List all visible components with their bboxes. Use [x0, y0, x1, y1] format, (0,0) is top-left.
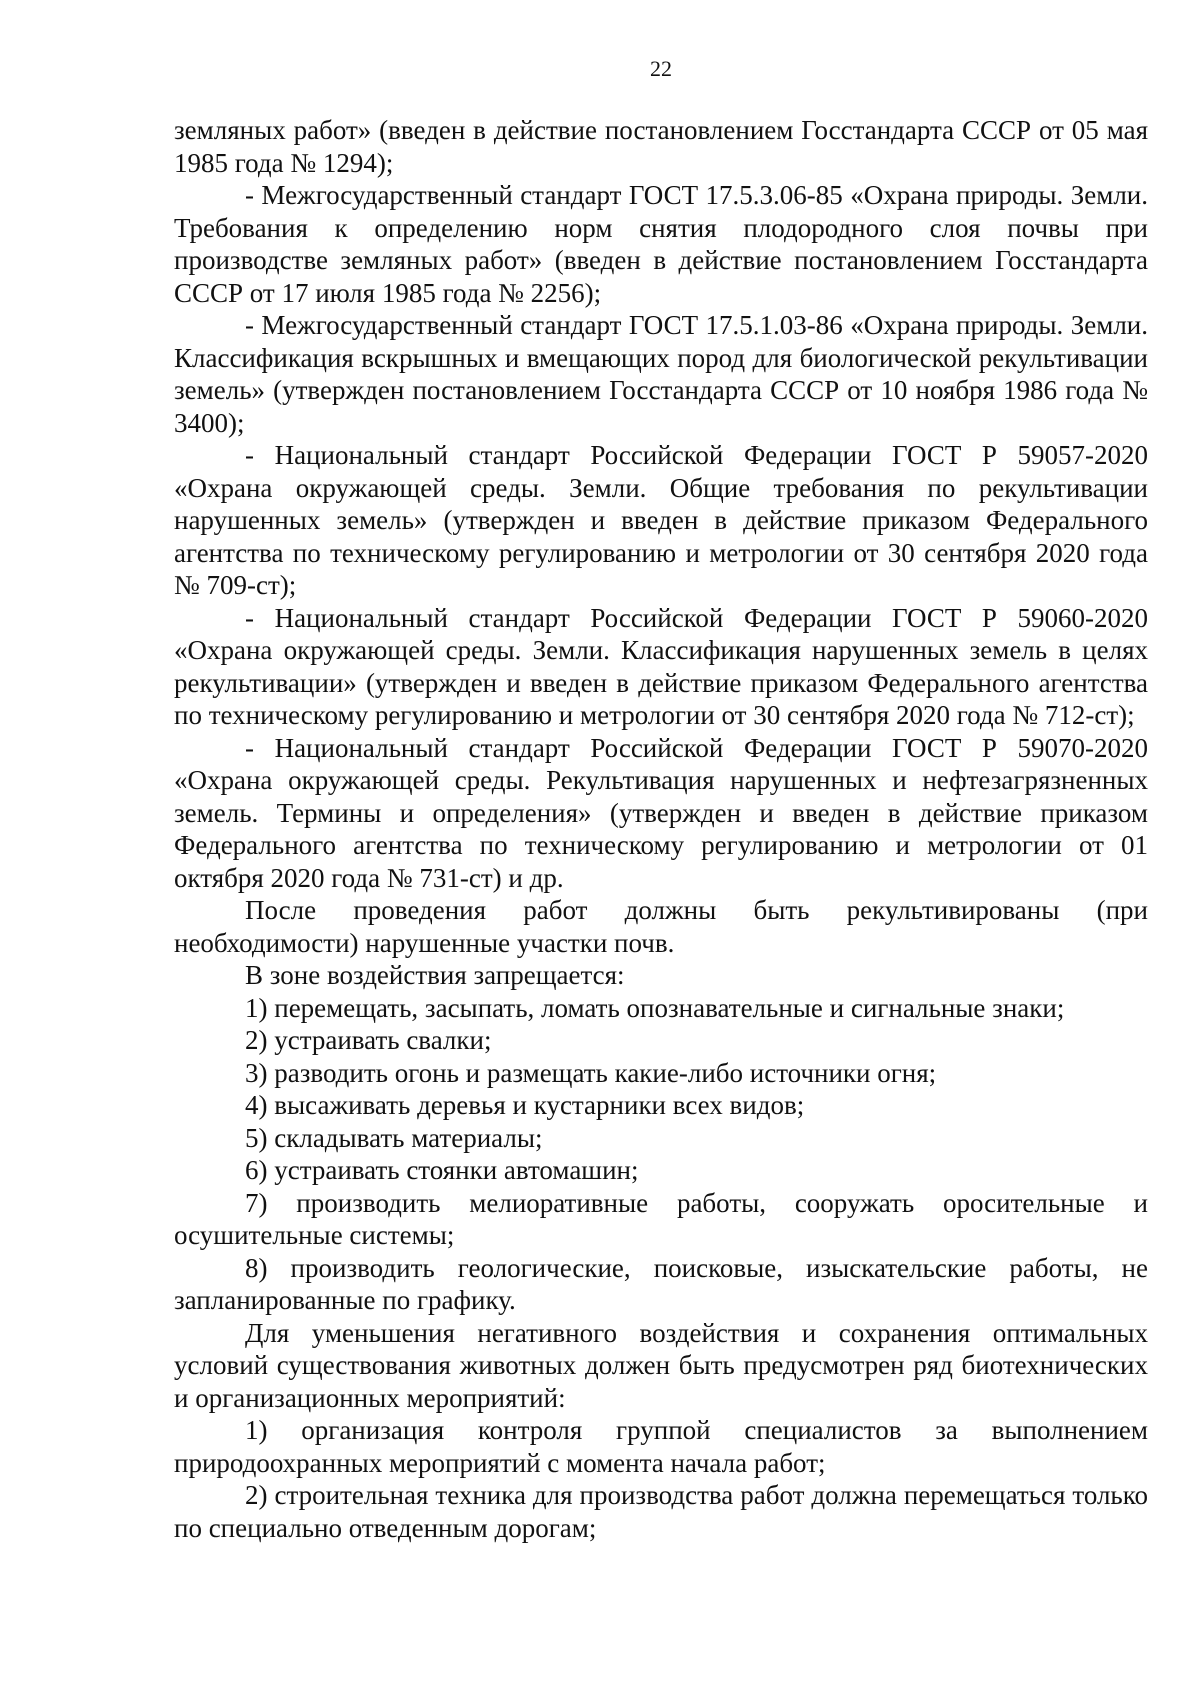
paragraph: 4) высаживать деревья и кустарники всех видов; [245, 1090, 805, 1120]
paragraph: земляных работ» (введен в действие постановлением Госстандарта СССР от 05 мая 1985 года № 1294); [174, 115, 1148, 178]
paragraph: 2) строительная техника для производства работ должна перемещаться только по специально отведенным дорогам; [174, 1480, 1148, 1543]
paragraph: После проведения работ должны быть рекультивированы (при необходимости) нарушенные участки почв. [174, 895, 1148, 958]
paragraph: - Межгосударственный стандарт ГОСТ 17.5.3.06-85 «Охрана природы. Земли. Требования к определению норм снятия плодородного слоя почвы при производстве земляных работ» (введен в действие постановлением Госстандарта СССР от 17 июля 1985 года № 2256); [174, 180, 1148, 308]
paragraph: - Национальный стандарт Российской Федерации ГОСТ Р 59057-2020 «Охрана окружающей среды. Земли. Общие требования по рекультивации нарушенных земель» (утвержден и введен в действие приказом Федерального агентства по техническому регулированию и метрологии от 30 сентября 2020 года № 709-ст); [174, 440, 1148, 600]
paragraph: - Национальный стандарт Российской Федерации ГОСТ Р 59070-2020 «Охрана окружающей среды. Рекультивация нарушенных и нефтезагрязненных земель. Термины и определения» (утвержден и введен в действие приказом Федерального агентства по техническому регулированию и метрологии от 01 октября 2020 года № 731-ст) и др. [174, 732, 1148, 893]
paragraph: 2) устраивать свалки; [245, 1025, 492, 1055]
paragraph: 7) производить мелиоративные работы, сооружать оросительные и осушительные системы; [174, 1187, 1148, 1250]
paragraph: 1) организация контроля группой специалистов за выполнением природоохранных мероприятий с момента начала работ; [174, 1415, 1148, 1478]
paragraph: 3) разводить огонь и размещать какие-либо источники огня; [245, 1057, 937, 1088]
paragraph: - Национальный стандарт Российской Федерации ГОСТ Р 59060-2020 «Охрана окружающей среды. Земли. Классификация нарушенных земель в целях рекультивации» (утвержден и введен в действие приказом Федерального агентства по техническому регулированию и метрологии от 30 сентября 2020 года № 712-ст); [174, 602, 1148, 730]
paragraph: В зоне воздействия запрещается: [245, 960, 625, 990]
paragraph: - Межгосударственный стандарт ГОСТ 17.5.1.03-86 «Охрана природы. Земли. Классификация вскрышных и вмещающих пород для биологической рекультивации земель» (утвержден постановлением Госстандарта СССР от 10 ноября 1986 года № 3400); [174, 310, 1148, 438]
paragraph: Для уменьшения негативного воздействия и сохранения оптимальных условий существования животных должен быть предусмотрен ряд биотехнических и организационных мероприятий: [174, 1317, 1148, 1413]
paragraph: 1) перемещать, засыпать, ломать опознавательные и сигнальные знаки; [245, 992, 1065, 1023]
paragraph: 5) складывать материалы; [245, 1122, 543, 1153]
paragraph: 6) устраивать стоянки автомашин; [245, 1155, 639, 1185]
paragraph: 8) производить геологические, поисковые, изыскательские работы, не запланированные по графику. [174, 1252, 1148, 1315]
page-number: 22 [650, 56, 672, 81]
document-body [174, 114, 1148, 1544]
